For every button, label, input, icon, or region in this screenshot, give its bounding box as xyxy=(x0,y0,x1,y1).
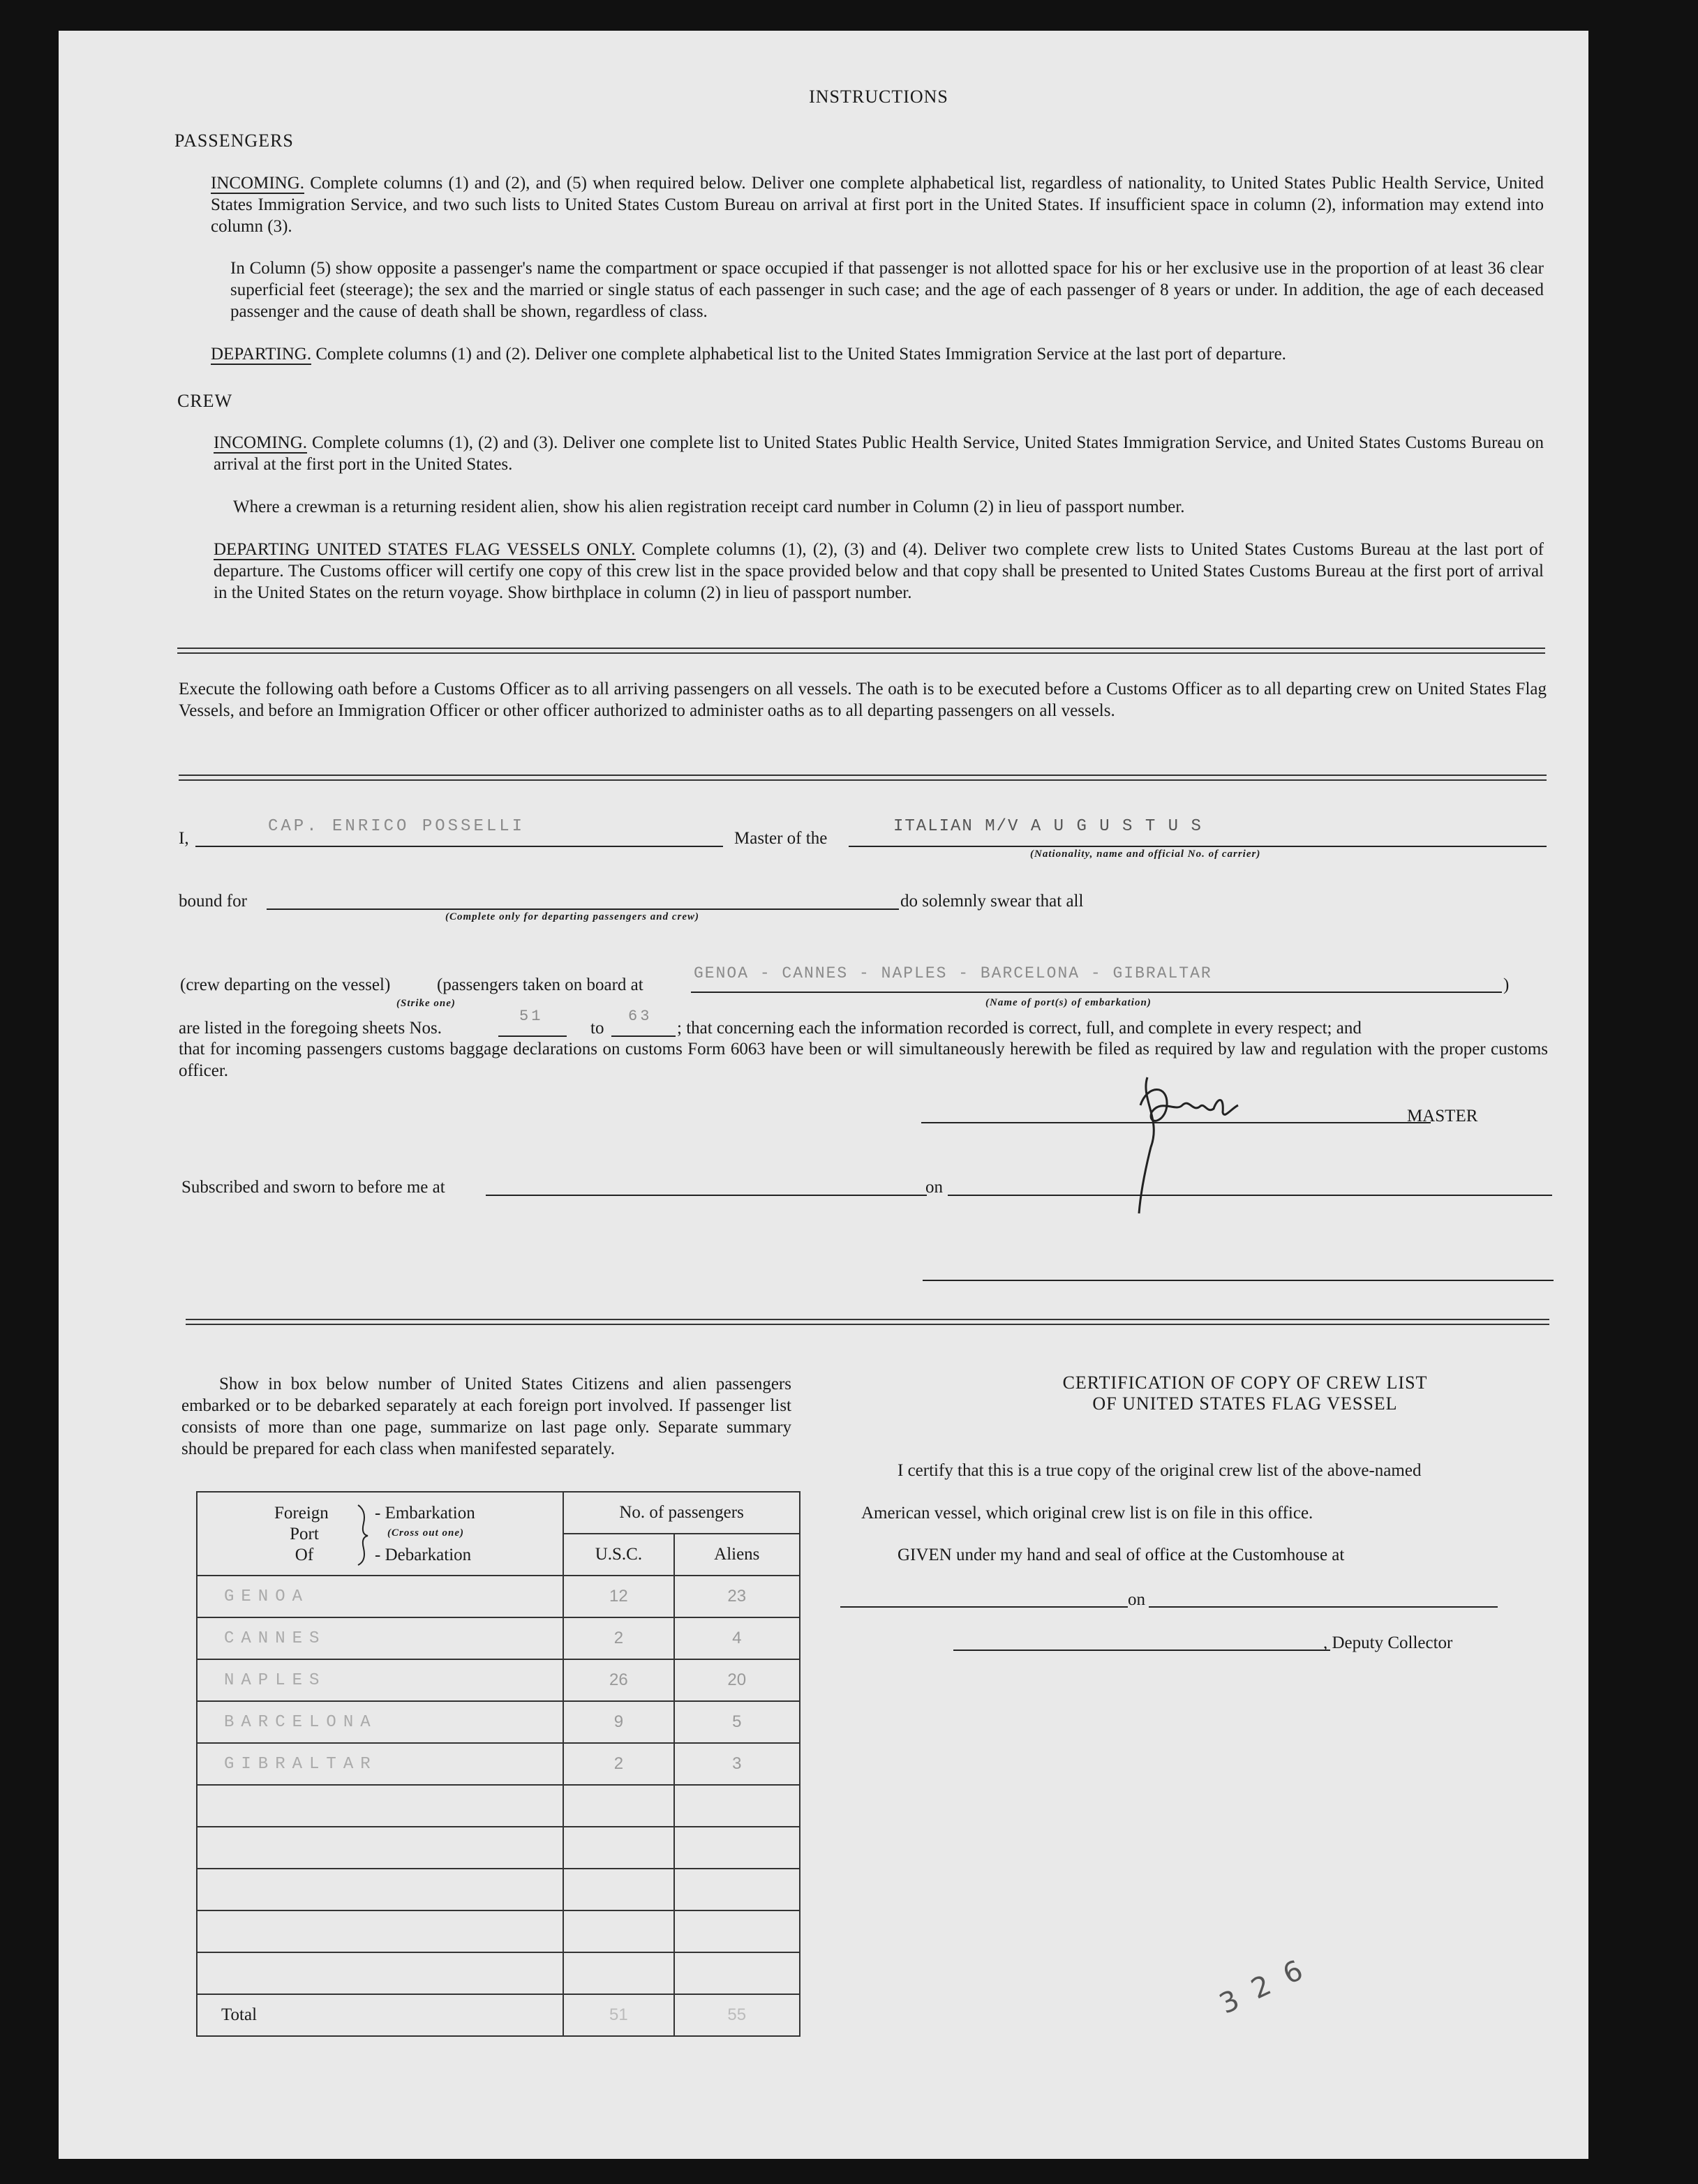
total-row xyxy=(197,1994,800,2036)
passengers-incoming-label: INCOMING. xyxy=(211,174,305,193)
customhouse-line xyxy=(840,1606,1128,1608)
header-debarkation: - Debarkation xyxy=(375,1546,472,1564)
row-port xyxy=(197,1869,563,1910)
passenger-summary-table xyxy=(196,1491,800,2037)
master-label: MASTER xyxy=(1407,1107,1478,1125)
ports-embarked: GENOA - CANNES - NAPLES - BARCELONA - GIBRALTAR xyxy=(694,964,1212,982)
row-aliens xyxy=(674,1869,800,1910)
deputy-signature-line xyxy=(953,1650,1330,1651)
officer-signature-line xyxy=(923,1280,1554,1281)
passengers-departing-paragraph xyxy=(211,343,1544,365)
column5-paragraph: In Column (5) show opposite a passenger's name the compartment or space occupied if that passenger is not allotted space for his or her exclusive use in the proportion of at least 36 clear superficial feet (steerage); the sex and the married or single status of each passenger in such case; and the age of each passenger of 8 years or under. In addition, the age of each deceased passenger and the cause of death shall be shown, regardless of class. xyxy=(230,259,1544,321)
header-foreign: Foreign xyxy=(274,1504,329,1523)
to-label: to xyxy=(590,1019,604,1038)
crew-departing-option: (crew departing on the vessel) xyxy=(180,975,391,994)
ports-caption: (Name of port(s) of embarkation) xyxy=(985,997,1152,1008)
bound-for-label: bound for xyxy=(179,892,247,911)
certification-date-line xyxy=(1149,1606,1498,1608)
subscribed-on-label: on xyxy=(925,1178,943,1197)
certify-text: I certify that this is a true copy of the original crew list of the above-named xyxy=(898,1461,1422,1480)
certification-on-label: on xyxy=(1128,1590,1145,1609)
aliens-header: Aliens xyxy=(674,1534,800,1576)
table-row xyxy=(197,1576,800,1617)
master-of-label: Master of the xyxy=(734,829,828,848)
sheet-from-line xyxy=(498,1035,567,1037)
passengers-incoming-paragraph xyxy=(211,172,1544,237)
subscribed-date-line xyxy=(948,1195,1552,1196)
swear-label: do solemnly swear that all xyxy=(900,892,1084,911)
subscribed-place-line xyxy=(486,1195,927,1196)
vessel-caption: (Nationality, name and official No. of carrier) xyxy=(1030,848,1261,860)
passengers-option: (passengers taken on board at xyxy=(437,975,643,994)
row-aliens: 23 xyxy=(674,1576,800,1617)
master-name-line xyxy=(195,846,723,847)
row-aliens: 3 xyxy=(674,1743,800,1785)
close-paren: ) xyxy=(1503,975,1510,994)
row-port xyxy=(197,1785,563,1827)
crew-resident-paragraph: Where a crewman is a returning resident alien, show his alien registration receipt card number in Column (2) in lieu of passport number. xyxy=(233,498,1185,516)
row-usc xyxy=(563,1869,673,1910)
passengers-count-header: No. of passengers xyxy=(563,1492,800,1534)
row-aliens: 4 xyxy=(674,1617,800,1659)
table-row xyxy=(197,1910,800,1952)
total-usc: 51 xyxy=(563,1994,673,2036)
table-row xyxy=(197,1701,800,1743)
row-usc: 26 xyxy=(563,1659,673,1701)
deputy-collector-label: , Deputy Collector xyxy=(1323,1633,1453,1652)
document-page xyxy=(59,31,1588,2159)
listed-label: are listed in the foregoing sheets Nos. xyxy=(179,1019,442,1038)
row-usc: 2 xyxy=(563,1617,673,1659)
oath-intro: Execute the following oath before a Customs Officer as to all arriving passengers on all vessels. The oath is to be executed before a Customs Officer as to all departing crew on United States Flag Vessels, and before an Immigration Officer or other officer authorized to administer oaths as to all departing passengers on all vessels. xyxy=(179,680,1547,720)
port-header-cell xyxy=(197,1492,563,1576)
brace-icon xyxy=(355,1504,371,1566)
row-aliens xyxy=(674,1785,800,1827)
divider xyxy=(186,1319,1549,1325)
row-port xyxy=(197,1952,563,1994)
ports-line xyxy=(691,992,1502,993)
row-usc xyxy=(563,1785,673,1827)
table-row xyxy=(197,1617,800,1659)
row-port: CANNES xyxy=(197,1617,563,1659)
table-row xyxy=(197,1785,800,1827)
passengers-departing-label: DEPARTING. xyxy=(211,345,312,364)
usc-header: U.S.C. xyxy=(563,1534,673,1576)
header-port: Port xyxy=(290,1525,319,1543)
crew-incoming-label: INCOMING. xyxy=(214,433,308,452)
total-label: Total xyxy=(197,1994,563,2036)
summary-intro: Show in box below number of United States Citizens and alien passengers embarked or to be debarked separately at each foreign port involved. If passenger list consists of more than one page, summarize on last page only. Separate summary should be prepared for each class when manifested separately. xyxy=(181,1375,791,1458)
table-row xyxy=(197,1952,800,1994)
certification-title-1: CERTIFICATION OF COPY OF CREW LIST xyxy=(1062,1373,1428,1393)
crew-departing-label: DEPARTING UNITED STATES FLAG VESSELS ONLY. xyxy=(214,540,636,559)
row-port: BARCELONA xyxy=(197,1701,563,1743)
table-row xyxy=(197,1869,800,1910)
baggage-text: that for incoming passengers customs baggage declarations on customs Form 6063 have been or will simultaneously herewith be filed as required by law and regulation with the proper customs officer. xyxy=(179,1040,1548,1080)
table-row xyxy=(197,1659,800,1701)
page-title: INSTRUCTIONS xyxy=(809,87,948,107)
table-row xyxy=(197,1743,800,1785)
master-name: CAP. ENRICO POSSELLI xyxy=(268,817,526,836)
subscribed-label: Subscribed and sworn to before me at xyxy=(181,1178,445,1197)
crew-departing-paragraph xyxy=(214,539,1544,604)
i-label: I, xyxy=(179,829,189,848)
row-usc: 12 xyxy=(563,1576,673,1617)
header-of: Of xyxy=(295,1546,314,1564)
certification-title-2: OF UNITED STATES FLAG VESSEL xyxy=(1092,1393,1398,1414)
row-port xyxy=(197,1827,563,1869)
row-aliens xyxy=(674,1952,800,1994)
table-row xyxy=(197,1827,800,1869)
crew-incoming-text: Complete columns (1), (2) and (3). Deliver one complete list to United States Public Health Service, United States Immigration Service, and United States Customs Bureau on arrival at the first port in the United States. xyxy=(214,433,1544,474)
sheet-to-line xyxy=(611,1035,676,1037)
row-port xyxy=(197,1910,563,1952)
bound-caption: (Complete only for departing passengers and crew) xyxy=(445,911,699,922)
divider xyxy=(179,775,1547,781)
bound-for-line xyxy=(267,908,899,910)
row-aliens xyxy=(674,1910,800,1952)
strike-caption: (Strike one) xyxy=(396,998,456,1009)
listed-text: ; that concerning each the information recorded is correct, full, and complete in every respect; and xyxy=(677,1019,1362,1038)
row-port: GIBRALTAR xyxy=(197,1743,563,1785)
row-usc xyxy=(563,1952,673,1994)
row-port: NAPLES xyxy=(197,1659,563,1701)
passengers-departing-text: Complete columns (1) and (2). Deliver one complete alphabetical list to the United States Immigration Service at the last port of departure. xyxy=(315,345,1286,364)
crew-heading: CREW xyxy=(177,391,233,411)
vessel-line xyxy=(849,846,1547,847)
vessel-name: ITALIAN M/V A U G U S T U S xyxy=(893,817,1202,836)
row-aliens xyxy=(674,1827,800,1869)
american-text: American vessel, which original crew list is on file in this office. xyxy=(861,1504,1313,1523)
header-embarkation: - Embarkation xyxy=(375,1504,475,1523)
row-usc: 2 xyxy=(563,1743,673,1785)
passengers-heading: PASSENGERS xyxy=(174,130,294,151)
row-usc: 9 xyxy=(563,1701,673,1743)
given-text: GIVEN under my hand and seal of office at the Customhouse at xyxy=(898,1546,1345,1564)
total-aliens: 55 xyxy=(674,1994,800,2036)
divider xyxy=(177,648,1545,654)
master-signature xyxy=(1119,1056,1259,1224)
passengers-incoming-text: Complete columns (1) and (2), and (5) when required below. Deliver one complete alphabetical list, regardless of nationality, to United States Public Health Service, United States Immigration Service, and two such lists to United States Custom Bureau on arrival at first port in the United States. If insufficient space in column (2), information may extend into column (3). xyxy=(211,174,1544,236)
crew-departing-text: Complete columns (1), (2), (3) and (4). Deliver two complete crew lists to United States Customs Bureau at the last port of departure. The Customs officer will certify one copy of this crew list in the space provided below and that copy shall be presented to United States Customs Bureau at the first port of arrival in the United States on the return voyage. Show birthplace in column (2) in lieu of passport number. xyxy=(214,540,1544,602)
row-aliens: 5 xyxy=(674,1701,800,1743)
row-usc xyxy=(563,1827,673,1869)
header-cross-out: (Cross out one) xyxy=(387,1527,465,1539)
sheet-to: 63 xyxy=(628,1008,653,1025)
row-port: GENOA xyxy=(197,1576,563,1617)
sheet-from: 51 xyxy=(519,1008,544,1025)
row-usc xyxy=(563,1910,673,1952)
margin-note: 3 2 6 xyxy=(1214,1952,1312,2021)
row-aliens: 20 xyxy=(674,1659,800,1701)
crew-incoming-paragraph xyxy=(214,432,1544,475)
